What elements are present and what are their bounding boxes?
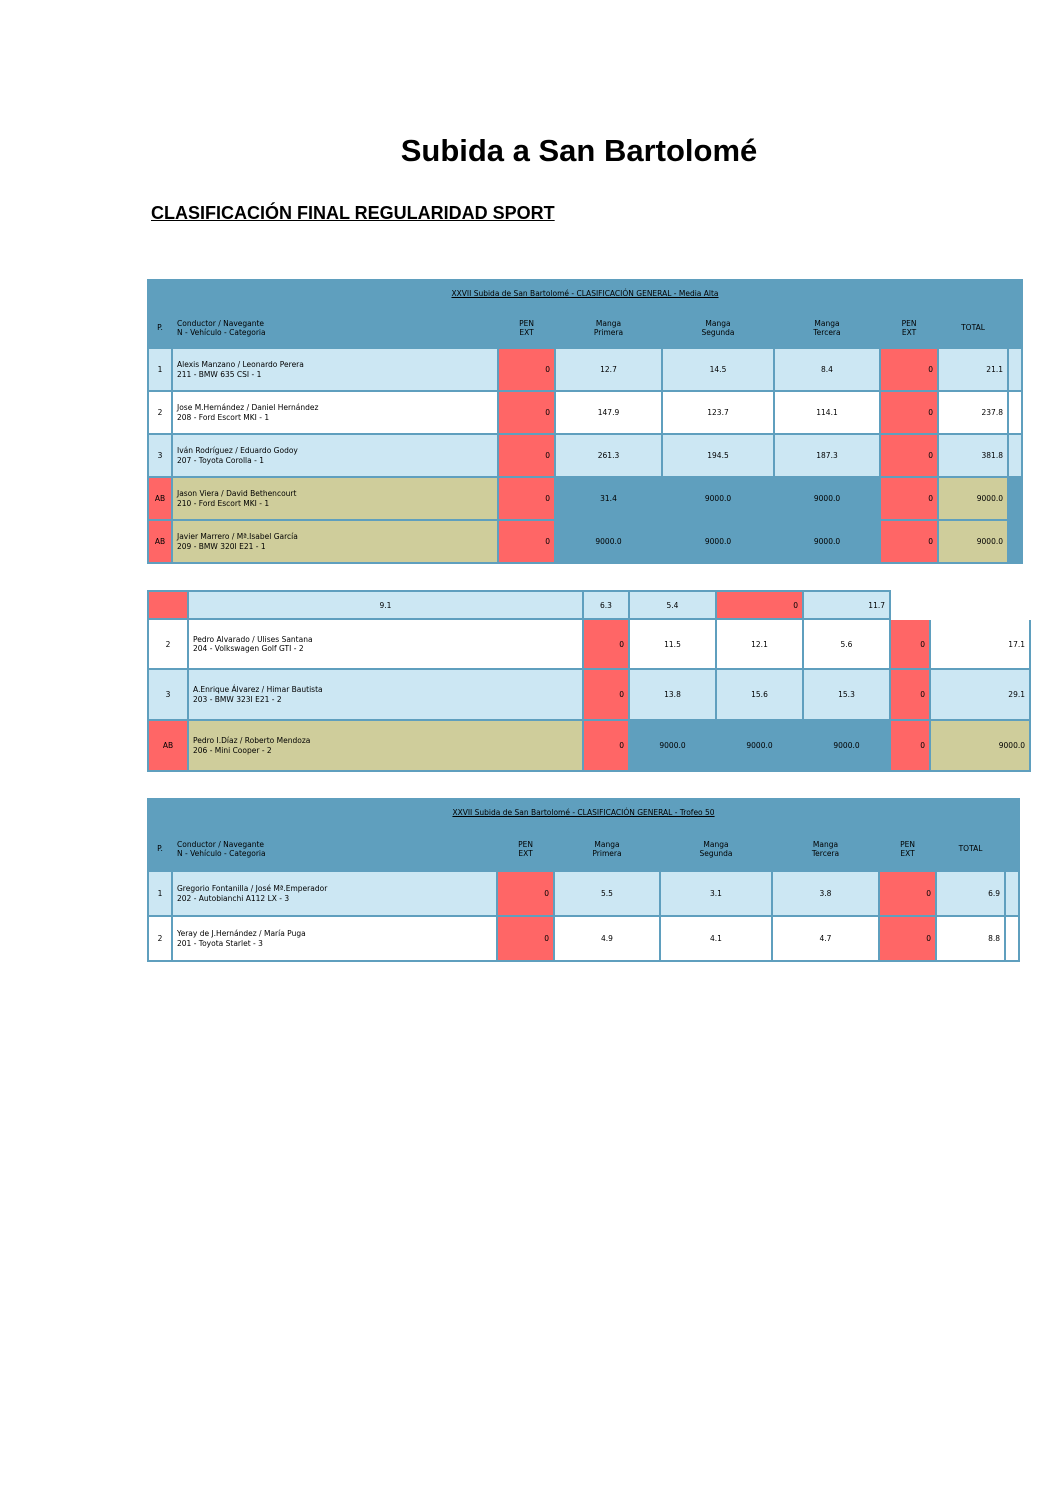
car-info: 207 - Toyota Corolla - 1 — [177, 455, 264, 465]
col-header-m3 — [774, 307, 880, 348]
ext-cell: 0 — [716, 591, 803, 619]
header-manga: Manga — [705, 318, 731, 328]
results-table-trofeo-50 — [147, 798, 1020, 962]
page-subtitle: CLASIFICACIÓN FINAL REGULARIDAD SPORT — [151, 203, 555, 223]
position-cell: 2 — [148, 391, 172, 434]
manga1-cell: 11.5 — [629, 619, 716, 669]
penalty-cell: 0 — [498, 391, 555, 434]
penalty-cell: 0 — [583, 669, 629, 720]
car-info: 202 - Autobianchi A112 LX - 3 — [177, 893, 290, 903]
car-info: 209 - BMW 320I E21 - 1 — [177, 541, 266, 551]
header-primera: Primera — [592, 848, 622, 858]
driver-cell — [188, 619, 583, 669]
header-manga: Manga — [595, 318, 622, 328]
manga3-cell: 15.3 — [803, 669, 890, 720]
ext-cell: 0 — [880, 391, 938, 434]
col-header-pen — [498, 307, 555, 348]
manga1-cell: 4.9 — [554, 916, 660, 961]
driver-names: Javier Marrero / Mª.Isabel García — [177, 532, 298, 542]
ext-cell: 0 — [879, 871, 936, 916]
position-cell: 3 — [148, 434, 172, 477]
total-cell: 381.8 — [938, 434, 1008, 477]
col-header-m1 — [554, 826, 660, 871]
manga1-cell: 6.3 — [583, 591, 629, 619]
total-cell: 9000.0 — [938, 477, 1008, 520]
manga3-cell: 187.3 — [774, 434, 880, 477]
col-header-m2 — [660, 826, 772, 871]
page-title: Subida a San Bartolomé — [400, 133, 758, 168]
position-cell: 2 — [148, 916, 172, 961]
header-pen: PEN — [901, 318, 917, 328]
header-segunda: Segunda — [701, 327, 735, 337]
car-info: 201 - Toyota Starlet - 3 — [177, 938, 263, 948]
col-header-m1 — [555, 307, 662, 348]
header-primera: Primera — [593, 327, 624, 337]
header-tercera: Tercera — [811, 848, 840, 858]
results-table-media-alta — [147, 279, 1023, 564]
total-cell: 29.1 — [930, 669, 1030, 720]
car-info: 210 - Ford Escort MKI - 1 — [177, 498, 270, 508]
col-header-driver — [172, 826, 497, 871]
table-row — [148, 520, 1022, 563]
manga3-cell: 8.4 — [774, 348, 880, 391]
position-cell: 1 — [148, 348, 172, 391]
driver-names: Jose M.Hernández / Daniel Hernández — [177, 403, 319, 413]
header-manga: Manga — [703, 839, 729, 849]
car-info: 206 - Mini Cooper - 2 — [193, 745, 272, 755]
driver-cell — [188, 720, 583, 771]
ext-cell: 0 — [880, 348, 938, 391]
header-manga: Manga — [812, 839, 839, 849]
driver-cell — [172, 871, 497, 916]
total-cell: 8.8 — [936, 916, 1005, 961]
driver-names: Yeray de J.Hernández / María Puga — [177, 929, 306, 939]
manga2-cell: 12.1 — [716, 619, 803, 669]
driver-cell — [172, 391, 498, 434]
header-pen: PEN — [900, 839, 915, 849]
ext-cell: 0 — [880, 520, 938, 563]
manga1-cell: 13.8 — [629, 669, 716, 720]
col-header-pen — [497, 826, 554, 871]
manga2-cell: 9000.0 — [662, 520, 774, 563]
manga2-cell: 9000.0 — [662, 477, 774, 520]
manga1-cell: 261.3 — [555, 434, 662, 477]
manga2-cell: 3.1 — [660, 871, 772, 916]
header-ext: EXT — [901, 327, 917, 337]
col-header-spacer — [1008, 307, 1022, 348]
car-info: 204 - Volkswagen Golf GTI - 2 — [193, 644, 304, 653]
header-car-line: N - Vehículo - Categoria — [177, 848, 266, 858]
col-header-spacer — [1005, 826, 1019, 871]
table-row — [148, 720, 1030, 771]
table-caption: XXVII Subida de San Bartolomé - CLASIFICACIÓN GENERAL - Trofeo 50 — [148, 799, 1019, 826]
table-row — [148, 916, 1019, 961]
penalty-cell: 0 — [498, 434, 555, 477]
header-pen: PEN — [519, 318, 534, 328]
manga1-cell: 147.9 — [555, 391, 662, 434]
manga2-cell: 14.5 — [662, 348, 774, 391]
driver-names: Pedro I.Díaz / Roberto Mendoza — [193, 736, 311, 746]
manga3-cell: 4.7 — [772, 916, 879, 961]
car-info: 208 - Ford Escort MKI - 1 — [177, 412, 270, 422]
driver-cell — [172, 434, 498, 477]
col-header-pos: P. — [148, 826, 172, 871]
penalty-cell: 0 — [497, 871, 554, 916]
total-cell: 9000.0 — [938, 520, 1008, 563]
header-car-line: N - Vehículo - Categoria — [177, 327, 266, 337]
header-manga: Manga — [594, 839, 620, 849]
table-row — [148, 348, 1022, 391]
driver-cell — [172, 477, 498, 520]
col-header-total: TOTAL — [936, 826, 1005, 871]
manga3-cell: 9000.0 — [774, 477, 880, 520]
position-cell: AB — [148, 720, 188, 771]
penalty-cell: 0 — [583, 619, 629, 669]
penalty-cell: 0 — [498, 348, 555, 391]
car-info: 203 - BMW 323I E21 - 2 — [193, 694, 282, 704]
header-ext: EXT — [900, 848, 915, 858]
col-header-ext — [879, 826, 936, 871]
driver-names: Pedro Alvarado / Ulises Santana — [193, 634, 313, 644]
results-table-second — [147, 590, 1031, 772]
ext-cell: 0 — [890, 619, 930, 669]
total-cell: 21.1 — [938, 348, 1008, 391]
empty-cell — [890, 591, 1030, 619]
header-ext: EXT — [519, 327, 534, 337]
position-cell — [148, 591, 188, 619]
driver-cell — [172, 916, 497, 961]
spacer-cell — [1005, 871, 1019, 916]
manga2-cell: 123.7 — [662, 391, 774, 434]
header-segunda: Segunda — [699, 848, 733, 858]
manga3-cell: 9000.0 — [774, 520, 880, 563]
driver-cell: 9.1 — [188, 591, 583, 619]
spacer-cell — [1008, 520, 1022, 563]
manga1-cell: 12.7 — [555, 348, 662, 391]
table-row — [148, 391, 1022, 434]
total-cell: 11.7 — [803, 591, 890, 619]
driver-names: Gregorio Fontanilla / José Mª.Emperador — [177, 884, 328, 894]
table-header-row — [148, 307, 1022, 348]
spacer-cell — [1005, 916, 1019, 961]
driver-cell — [188, 669, 583, 720]
driver-names: Alexis Manzano / Leonardo Perera — [177, 360, 304, 370]
table-header-row — [148, 826, 1019, 871]
ext-cell: 0 — [890, 669, 930, 720]
manga3-cell: 114.1 — [774, 391, 880, 434]
table-caption: XXVII Subida de San Bartolomé - CLASIFICACIÓN GENERAL - Media Alta — [148, 280, 1022, 307]
manga1-cell: 9000.0 — [629, 720, 716, 771]
spacer-cell — [1008, 348, 1022, 391]
col-header-m2 — [662, 307, 774, 348]
penalty-cell: 0 — [497, 916, 554, 961]
manga1-cell: 9000.0 — [555, 520, 662, 563]
col-header-driver — [172, 307, 498, 348]
driver-cell — [172, 348, 498, 391]
ext-cell: 0 — [890, 720, 930, 771]
position-cell: 3 — [148, 669, 188, 720]
driver-cell — [172, 520, 498, 563]
total-cell: 9000.0 — [930, 720, 1030, 771]
manga3-cell: 9000.0 — [803, 720, 890, 771]
spacer-cell — [1008, 434, 1022, 477]
header-pen: PEN — [518, 839, 533, 849]
driver-names: Jason Viera / David Bethencourt — [177, 489, 297, 499]
table-row — [148, 434, 1022, 477]
driver-names: Iván Rodríguez / Eduardo Godoy — [177, 446, 298, 456]
penalty-cell: 0 — [498, 477, 555, 520]
manga2-cell: 9000.0 — [716, 720, 803, 771]
spacer-cell — [1008, 477, 1022, 520]
total-cell: 17.1 — [930, 619, 1030, 669]
col-header-pos: P. — [148, 307, 172, 348]
ext-cell: 0 — [880, 434, 938, 477]
total-cell: 6.9 — [936, 871, 1005, 916]
table-row — [148, 871, 1019, 916]
manga1-cell: 31.4 — [555, 477, 662, 520]
position-cell: 2 — [148, 619, 188, 669]
manga2-cell: 4.1 — [660, 916, 772, 961]
manga2-cell: 15.6 — [716, 669, 803, 720]
spacer-cell — [1008, 391, 1022, 434]
header-tercera: Tercera — [813, 327, 841, 337]
header-driver-line: Conductor / Navegante — [177, 839, 265, 849]
total-cell: 237.8 — [938, 391, 1008, 434]
manga3-cell: 5.6 — [803, 619, 890, 669]
position-cell: 1 — [148, 871, 172, 916]
manga3-cell: 3.8 — [772, 871, 879, 916]
col-header-m3 — [772, 826, 879, 871]
table-row — [148, 591, 1030, 619]
ext-cell: 0 — [879, 916, 936, 961]
ext-cell: 0 — [880, 477, 938, 520]
manga2-cell: 194.5 — [662, 434, 774, 477]
car-info: 211 - BMW 635 CSI - 1 — [177, 369, 262, 379]
manga2-cell: 5.4 — [629, 591, 716, 619]
manga1-cell: 5.5 — [554, 871, 660, 916]
position-cell: AB — [148, 477, 172, 520]
driver-names: A.Enrique Álvarez / Himar Bautista — [193, 685, 323, 695]
table-row — [148, 619, 1030, 669]
header-driver-line: Conductor / Navegante — [177, 318, 265, 328]
header-manga: Manga — [814, 318, 840, 328]
position-cell: AB — [148, 520, 172, 563]
header-ext: EXT — [518, 848, 533, 858]
table-row — [148, 669, 1030, 720]
penalty-cell: 0 — [498, 520, 555, 563]
col-header-total: TOTAL — [938, 307, 1008, 348]
table-row — [148, 477, 1022, 520]
col-header-ext — [880, 307, 938, 348]
penalty-cell: 0 — [583, 720, 629, 771]
